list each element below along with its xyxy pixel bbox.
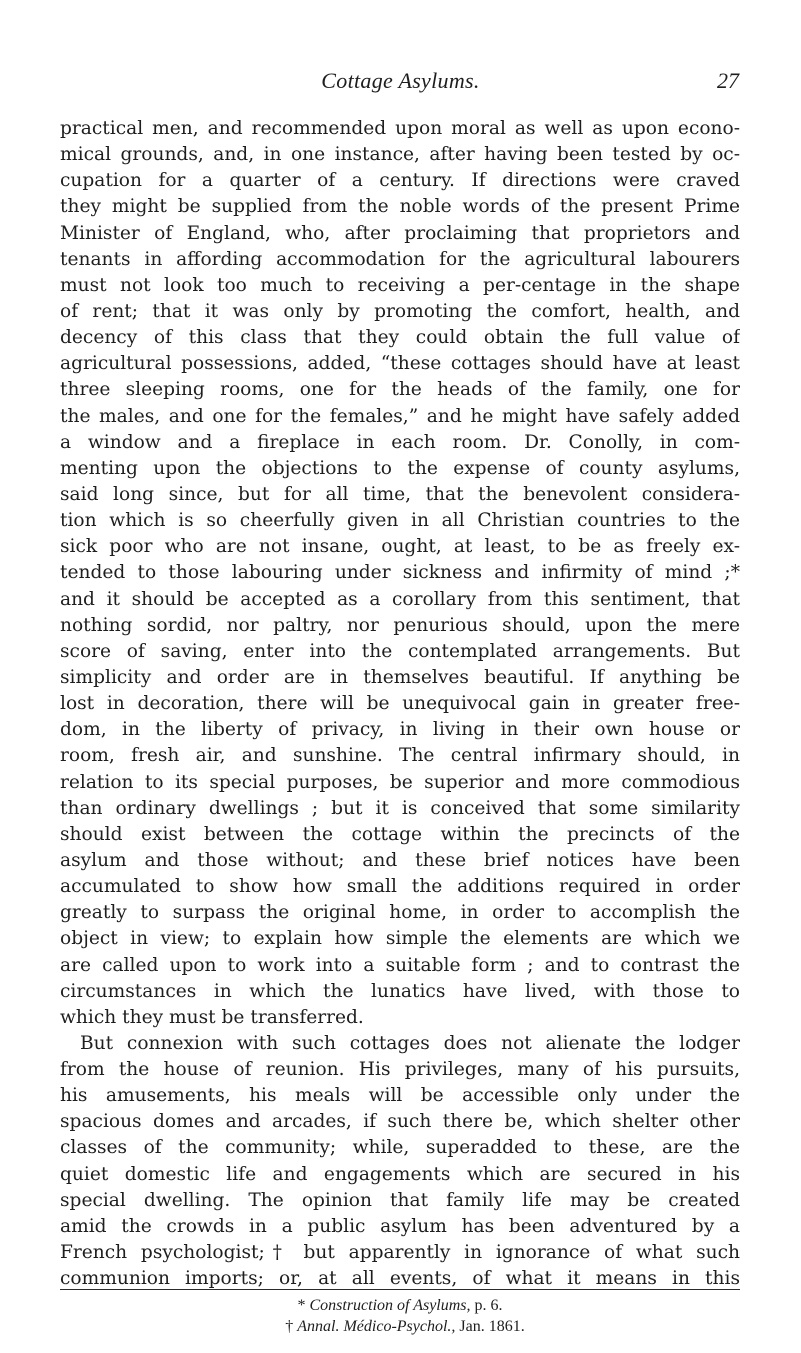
text-line: accumulated to show how small the additions required in order bbox=[60, 876, 740, 898]
text-line: lost in decoration, there will be unequivocal gain in greater free- bbox=[60, 693, 740, 715]
footnote-rule bbox=[60, 1289, 740, 1290]
text-line: a window and a fireplace in each room. Dr. Conolly, in com- bbox=[60, 431, 740, 453]
text-line: agricultural possessions, added, “these cottages should have at least bbox=[60, 353, 740, 375]
text-line: quiet domestic life and engagements which are secured in his bbox=[60, 1163, 740, 1185]
text-line: circumstances in which the lunatics have lived, with those to bbox=[60, 980, 740, 1002]
text-line: decency of this class that they could obtain the full value of bbox=[60, 327, 740, 349]
text-line: amid the crowds in a public asylum has been adventured by a bbox=[60, 1215, 740, 1237]
text-line: sick poor who are not insane, ought, at least, to be as freely ex- bbox=[60, 536, 740, 558]
text-line: said long since, but for all time, that the benevolent considera- bbox=[60, 483, 740, 505]
page-number: 27 bbox=[717, 68, 739, 93]
text-line: tenants in affording accommodation for the agricultural labourers bbox=[60, 248, 740, 270]
text-line: object in view; to explain how simple the elements are which we bbox=[60, 928, 740, 950]
running-title: Cottage Asylums. bbox=[321, 68, 480, 93]
footnote-title: Construction of Asylums, bbox=[309, 1297, 471, 1314]
text-line: communion imports; or, at all events, of what it means in this bbox=[60, 1268, 740, 1290]
footnote-title: Annal. Médico-Psychol., bbox=[297, 1318, 456, 1335]
text-line: classes of the community; while, superadded to these, are the bbox=[60, 1137, 740, 1159]
text-line: practical men, and recommended upon moral as well as upon econo- bbox=[60, 118, 740, 139]
footnote bbox=[60, 1316, 740, 1337]
text-line: tended to those labouring under sickness and infirmity of mind ;* bbox=[60, 562, 740, 584]
text-line: asylum and those without; and these brief notices have been bbox=[60, 849, 740, 871]
body-text bbox=[60, 116, 740, 1292]
text-line: cupation for a quarter of a century. If directions were craved bbox=[60, 170, 740, 192]
footnote-ref: Jan. 1861. bbox=[459, 1318, 525, 1335]
text-line: of rent; that it was only by promoting the comfort, health, and bbox=[60, 300, 740, 322]
text-line: dom, in the liberty of privacy, in living in their own house or bbox=[60, 719, 740, 741]
text-line: But connexion with such cottages does not alienate the lodger bbox=[80, 1032, 740, 1054]
text-line: and it should be accepted as a corollary from this sentiment, that bbox=[60, 588, 740, 610]
text-line: must not look too much to receiving a per-centage in the shape bbox=[60, 274, 740, 296]
text-line: than ordinary dwellings ; but it is conceived that some similarity bbox=[60, 797, 740, 819]
text-line: menting upon the objections to the expense of county asylums, bbox=[60, 457, 740, 479]
text-line: his amusements, his meals will be accessible only under the bbox=[60, 1085, 740, 1107]
page-header bbox=[0, 68, 801, 98]
text-line: French psychologist;† but apparently in ignorance of what such bbox=[60, 1242, 740, 1264]
text-line: special dwelling. The opinion that family life may be created bbox=[60, 1189, 740, 1211]
text-line: room, fresh air, and sunshine. The central infirmary should, in bbox=[60, 745, 740, 767]
text-line: mical grounds, and, in one instance, after having been tested by oc- bbox=[60, 144, 740, 166]
text-line: spacious domes and arcades, if such there be, which shelter other bbox=[60, 1111, 740, 1133]
footnote-ref: p. 6. bbox=[474, 1297, 503, 1314]
text-line: nothing sordid, nor paltry, nor penurious should, upon the mere bbox=[60, 614, 740, 636]
text-line: relation to its special purposes, be superior and more commodious bbox=[60, 771, 740, 793]
text-line: they might be supplied from the noble words of the present Prime bbox=[60, 196, 740, 218]
footnote-mark: * bbox=[297, 1297, 306, 1314]
text-line: three sleeping rooms, one for the heads of the family, one for bbox=[60, 379, 740, 401]
text-line: should exist between the cottage within the precincts of the bbox=[60, 823, 740, 845]
text-line: Minister of England, who, after proclaiming that proprietors and bbox=[60, 222, 740, 244]
text-line: are called upon to work into a suitable form ; and to contrast the bbox=[60, 954, 740, 976]
text-line: which they must be transferred. bbox=[60, 1006, 364, 1028]
footnote bbox=[60, 1295, 740, 1316]
text-line: from the house of reunion. His privileges, many of his pursuits, bbox=[60, 1059, 740, 1081]
text-line: score of saving, enter into the contemplated arrangements. But bbox=[60, 640, 740, 662]
text-line: the males, and one for the females,” and he might have safely added bbox=[60, 405, 740, 427]
text-line: simplicity and order are in themselves beautiful. If anything be bbox=[60, 666, 740, 688]
footnotes bbox=[60, 1295, 740, 1337]
footnote-mark: † bbox=[285, 1318, 294, 1335]
text-line: greatly to surpass the original home, in order to accomplish the bbox=[60, 902, 740, 924]
text-line: tion which is so cheerfully given in all Christian countries to the bbox=[60, 510, 740, 532]
